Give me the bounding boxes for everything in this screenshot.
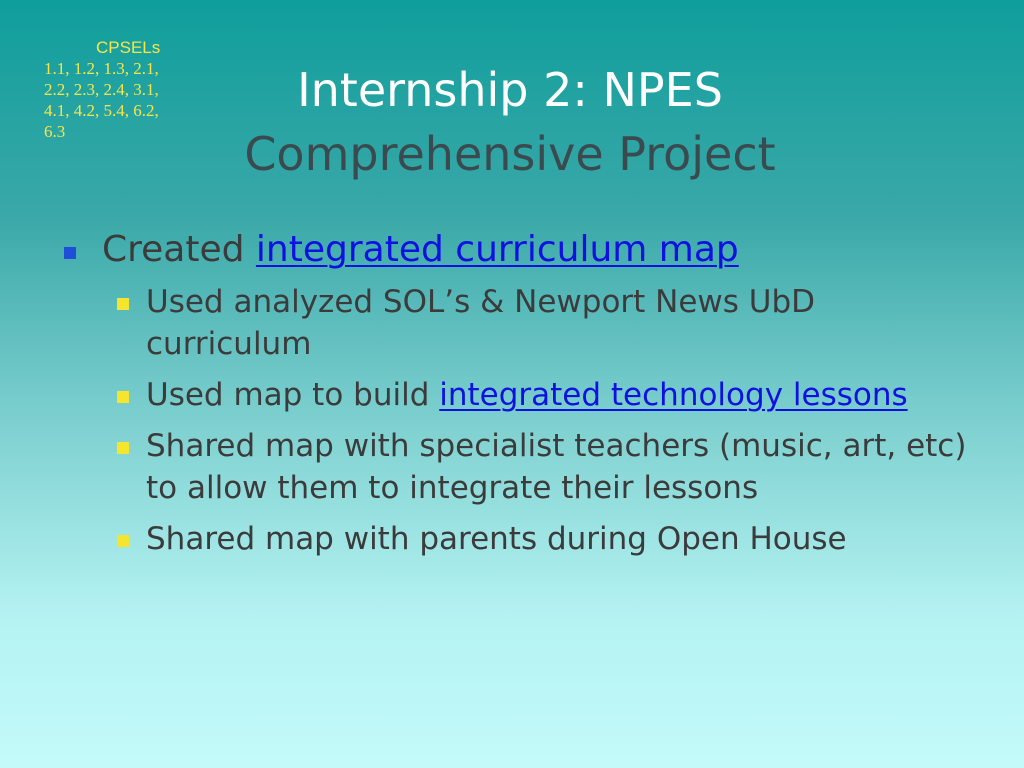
technology-lessons-link[interactable]: integrated technology lessons: [439, 377, 908, 413]
cpsels-codes: 1.1, 1.2, 1.3, 2.1, 2.2, 2.3, 2.4, 3.1, 4.1, 4.2, 5.4, 6.2, 6.3: [44, 59, 159, 141]
square-bullet-icon: [117, 442, 129, 454]
main-bullet-item: [60, 225, 980, 275]
slide-title: [200, 58, 820, 186]
sub-bullet-text: Used map to build: [146, 377, 440, 413]
sub-bullet-item: [60, 374, 980, 416]
square-bullet-icon: [117, 535, 129, 547]
main-bullet-text: Created: [102, 229, 256, 270]
sub-bullet-text: Shared map with specialist teachers (music, art, etc) to allow them to integrate their lessons: [146, 428, 967, 506]
curriculum-map-link[interactable]: integrated curriculum map: [255, 229, 739, 270]
sub-bullet-text: Shared map with parents during Open House: [146, 521, 847, 557]
sub-bullet-item: [60, 425, 980, 509]
cpsels-heading: CPSELs: [96, 38, 161, 57]
slide-body: [60, 225, 980, 569]
sub-bullet-item: [60, 518, 980, 560]
slide-title-line-2: Comprehensive Project: [244, 127, 776, 181]
sub-bullet-text: Used analyzed SOL’s & Newport News UbD curriculum: [146, 284, 816, 362]
square-bullet-icon: [117, 298, 129, 310]
sub-bullet-item: [60, 281, 980, 365]
slide-title-line-1: Internship 2: NPES: [297, 63, 723, 117]
square-bullet-icon: [117, 391, 129, 403]
square-bullet-icon: [64, 247, 76, 259]
